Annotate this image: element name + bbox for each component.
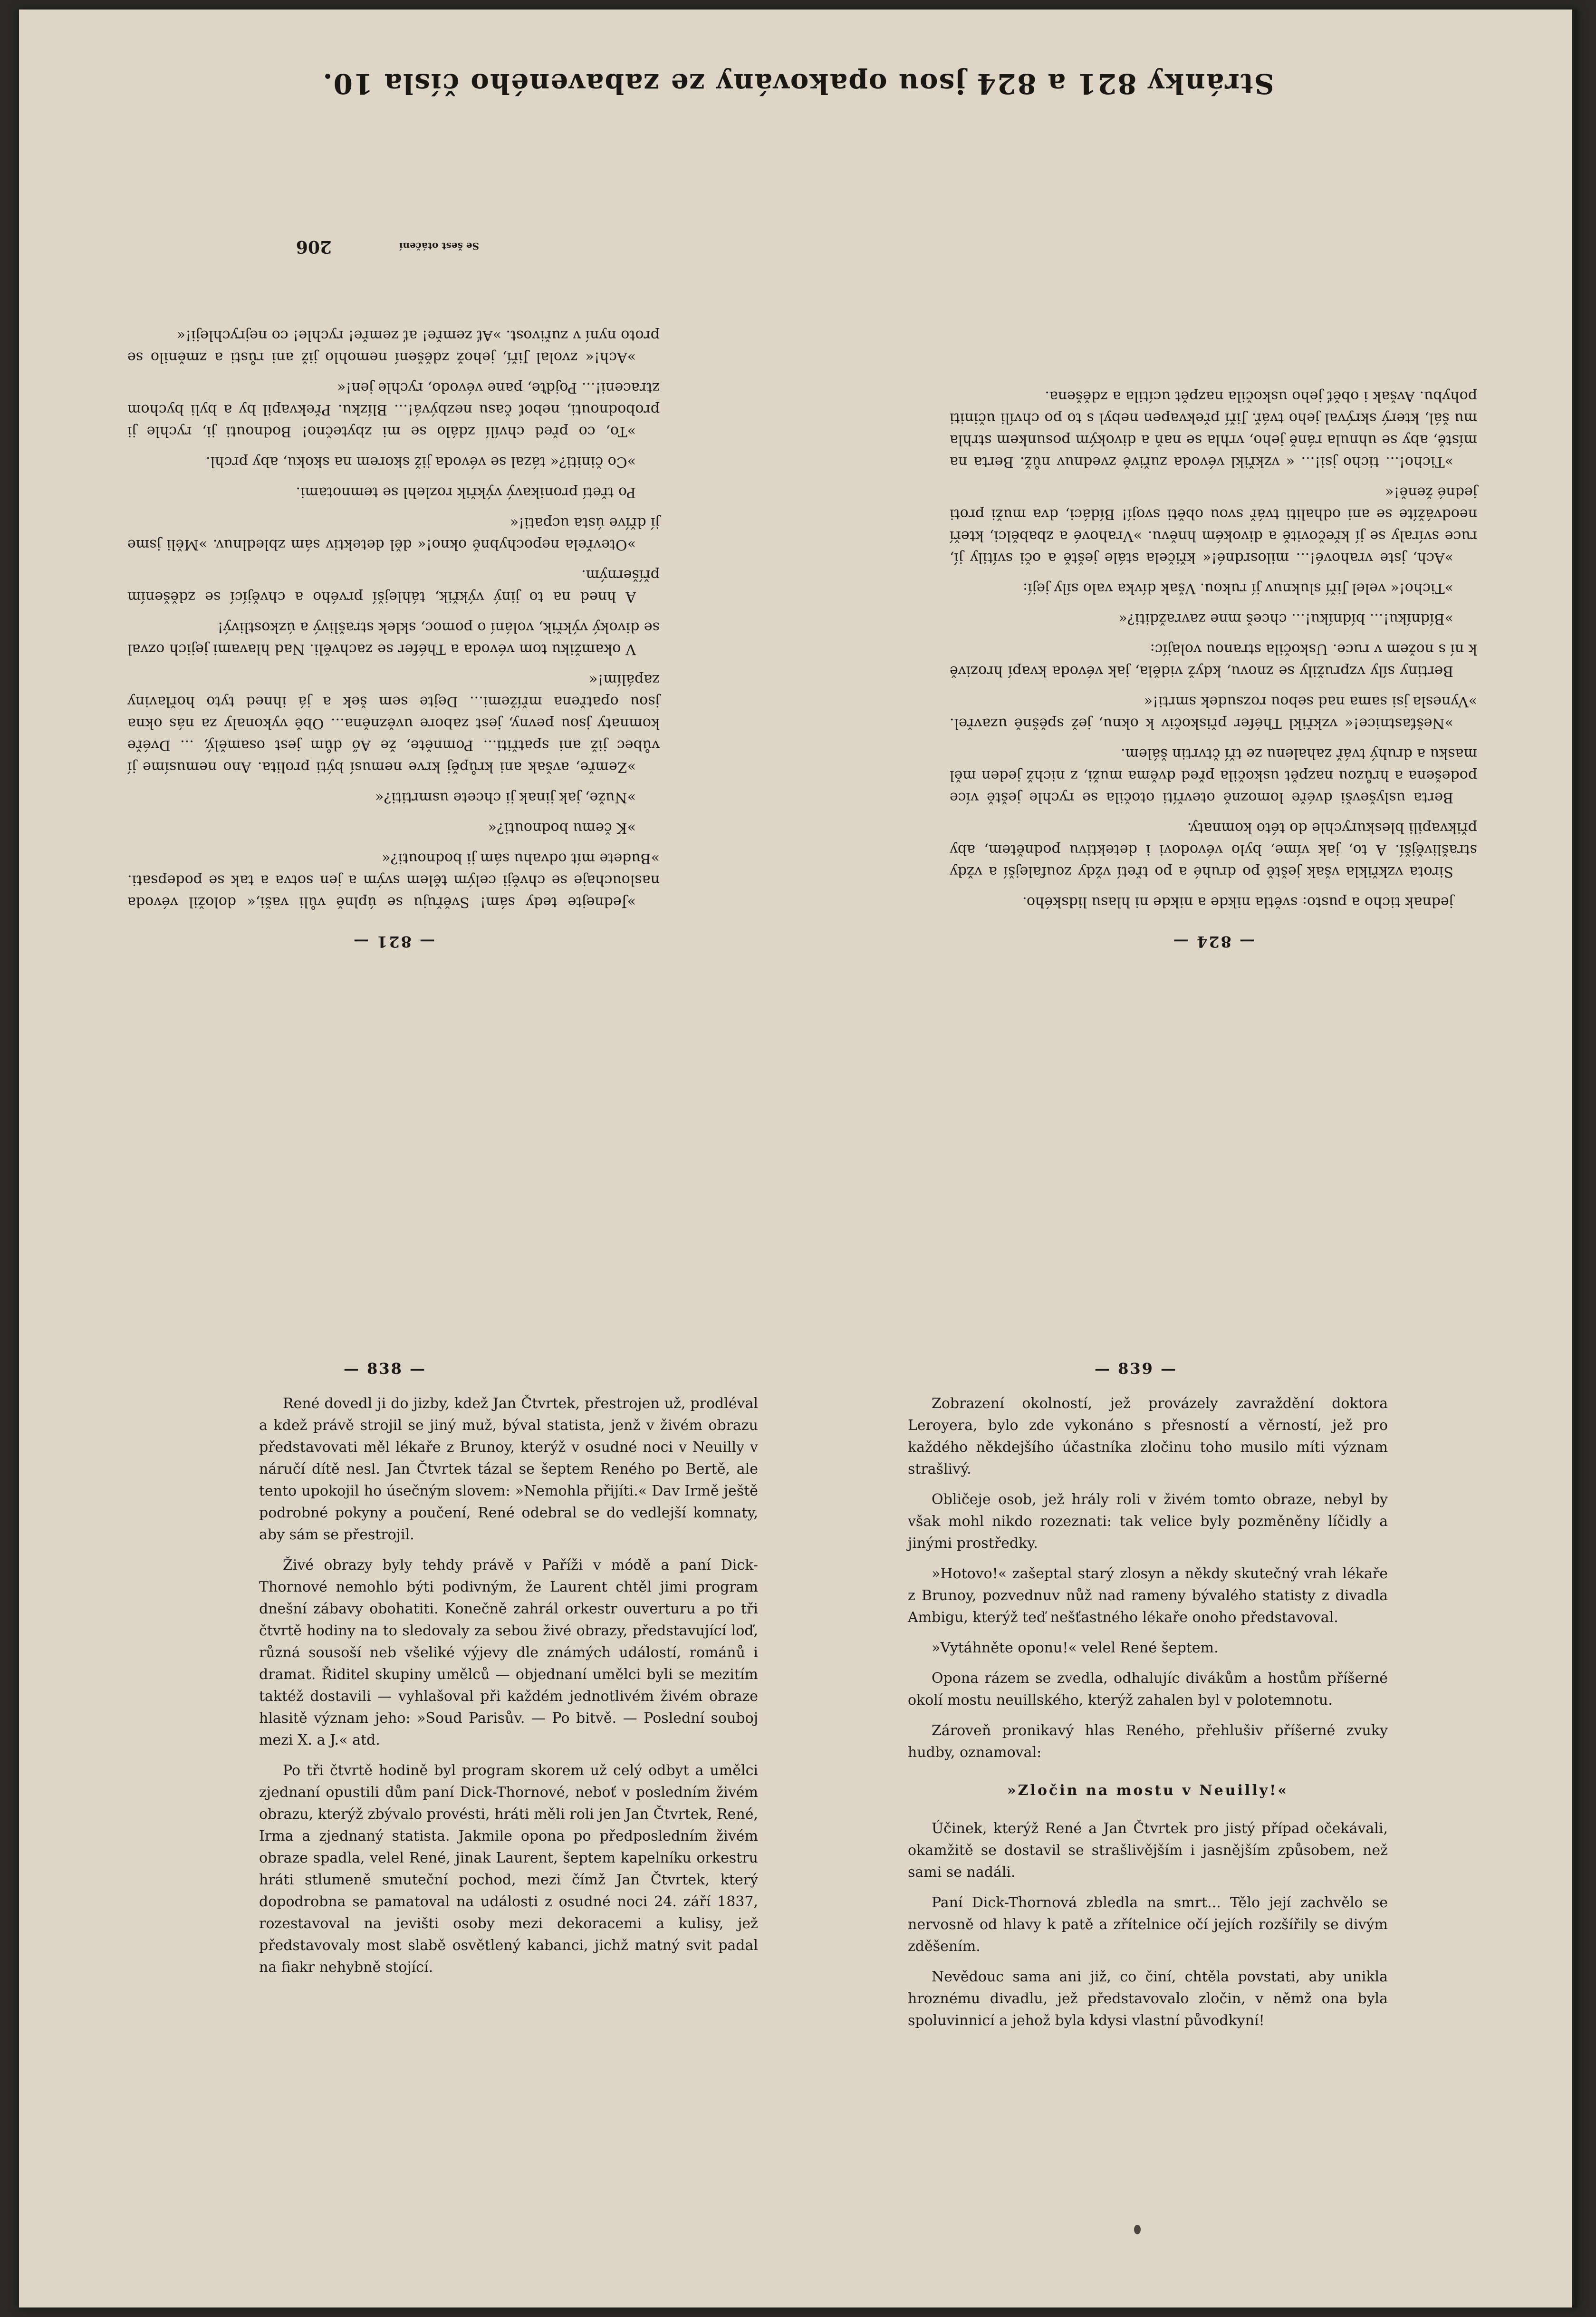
paragraph: Po tři čtvrtě hodině byl program skorem už celý odbyt a umělci zjednaní opustili dům paní Dick-Thornové, neboť v posledním živém obrazu, kterýž zbývalo provésti, hráti měli roli jen Jan Čtvrtek, René, Irma a zjednaný statista. Jakmile opona po předposledním živém obraze spadla, velel René, jinak Laurent, šeptem kapelníku orkestru hráti stlumeně smuteční pochod, mezi čímž Jan Čtvrtek, který dopodrobna se pamatoval na události z osudné noci 24. září 1837, rozestavoval na jevišti osoby mezi dekoracemi a kulisy, jež představovaly most slabě osvětlený kabanci, jichž matný svit padal na fiakr nehybně stojící. [259,1762,758,1976]
paragraph: »Ach!« zvolal Jiří, jehož zděšení nemohlo již ani růsti a změnilo se proto nyní v zuřivost. »Ať zemře! ať zemře! rychle! co nejrychleji!« [127,327,660,366]
paragraph: Zároveň pronikavý hlas Reného, přehlušiv příšerné zvuky hudby, oznamoval: [908,1722,1388,1761]
paragraph: Opona rázem se zvedla, odhalujíc divákům a hostům příšerné okolí mostu neuillského, kterýž zahalen byl v polotemnotu. [908,1670,1388,1709]
paragraph: Účinek, kterýž René a Jan Čtvrtek pro jistý případ očekávali, okamžitě se dostavil se strašlivějším i jasnějším způsobem, než sami se nadáli. [908,1820,1388,1881]
paragraph: Bertiny síly vzpružily se znovu, když viděla, jak vévoda kvapí hrozivě k ní s nožem v ruce. Uskočila stranou volajíc: [950,641,1477,679]
page-821-text [127,316,660,913]
paragraph: jednak ticho a pusto: světla nikde a nikde ni hlasu lidského. [1022,894,1453,910]
paragraph: Nevědouc sama ani již, co činí, chtěla povstati, aby unikla hroznému divadlu, jež představovalo zločin, v němž ona byla spoluvinnicí a jehož byla kdysi vlastní původkyní! [908,1969,1388,2029]
paragraph: Sirota vzkřikla však ještě po druhé a po třetí vždy zoufalejší a vždy strašlivější. A to, jak víme, bylo vévodovi i detektivu podnětem, aby přikvapili bleskurychle do této komnaty. [950,820,1477,880]
page-824-text [950,377,1477,913]
repeat-notice-banner: Stránky 821 a 824 jsou opakovány ze zabaveného čísla 10. [322,68,1274,100]
paragraph: »Otevřela nepochybně okno!« děl detektiv sám zbledlnuv. »Měli jsme jí dříve ústa ucpati!« [127,514,660,553]
paragraph: »Bídníku!... bídníku!... chceš mne zavražditi?« [1118,610,1453,627]
paragraph: Paní Dick-Thornová zbledla na smrt... Tělo její zachvělo se nervosně od hlavy k patě a zřítelnice očí jejích rozšířily se divým zděšením. [908,1894,1388,1955]
upright-section [19,1160,1577,2307]
paragraph: »K čemu bodnouti?« [488,820,636,836]
ink-spot [1134,2225,1141,2234]
paragraph: »Ticho!« velel Jiří sluknuv jí rukou. Však dívka valo síly její: [1023,580,1453,597]
page-number-824: — 824 — [1172,933,1255,951]
paragraph: »Nuže, jak jinak ji chcete usmrtiti?« [375,789,636,806]
paragraph: Po třetí pronikavý výkřik rozlehl se temnotami. [296,484,636,501]
paragraph: »Ach, jste vrahové!... milosrdné!« křičela stále ještě a oči svítily jí, ruce svíraly se jí křečovitě a divokém hněvu. »Vrahové a zbabělci, kteří neodvážíte se ani odhaliti tvář svou oběti svojí! Bídáci, dva muži proti jedné ženě!« [950,484,1477,566]
paragraph: »Co činiti?« tázal se vévoda již skorem na skoku, aby prchl. [206,454,636,470]
footer-note: Se šest otáčení [399,241,479,252]
page-number-839: — 839 — [1094,1360,1178,1378]
upside-down-section [19,10,1577,1160]
paragraph: »Jednejte tedy sám! Svěřuju se úplně vůli vaši,« doložil vévoda naslouchaje se chvěji celým tělem svým a jen sotva a tak se podepsati. »Budete mít odvahu sám ji bodnouti?« [127,850,660,910]
paragraph: »Zemře, avšak ani krůpěj krve nemusí býti prolita. Ano nemusíme jí vůbec již ani spatřiti... Pomněte, že Aő dům jest osamělý, ... Dvéře komnaty jsou pevny, jest zabore uvězněna... Obě vykonaly za nás okna jsou opatřena mřížemi... Dejte sem šek a já ihned tyto hořlaviny zapálím!« [127,671,660,775]
rotated-content [19,10,1577,1160]
page-number-838: — 838 — [343,1360,427,1378]
paragraph: »To, co před chvílí zdálo se mi zbytečno! Bodnouti ji, rychle ji probodnouti, neboť času nezbývá!... Blízku. Překvapil by a byli bychom ztraceni!... Pojďte, pane vévodo, rychle jen!« [127,379,660,440]
page-number-821: — 821 — [352,933,435,951]
paragraph: Obličeje osob, jež hrály roli v živém tomto obraze, nebyl by však mohl nikdo rozeznati: tak velice byly pozměněny líčidly a jinými prostředky. [908,1491,1388,1552]
paragraph: »Ticho!... ticho jsi!... « vzkřikl vévoda zuřivě zvednuv nůž. Berta na místě, aby se uhnula ráně jeho, vrhla se naň a divokým posunkem strhla mu šál, který skrýval jeho tvář. Jiří překvapen nebyl s to po chvíli učiniti pohybu. Avšak i oběť jeho uskočila nazpět ucítila a zděšena. [950,388,1477,470]
page-838-text [259,1393,758,1987]
scene-title: »Zločin na mostu v Neuilly!« [1007,1782,1289,1799]
paragraph: Berta uslyševši dvéře lomozně otevříti otočila se rychle ještě více podešena a hrůzou nazpět uskočila před dvěma muži, z nichž jeden měl masku a druhý tvář zahalenu ze tří čtvrtin šálem. [950,745,1477,806]
paragraph: Živé obrazy byly tehdy právě v Paříži v módě a paní Dick-Thornové nemohlo býti podivným, že Laurent chtěl jimi program dnešní zábavy obohatiti. Konečně zahrál orkestr ouverturu a po tři čtvrtě hodiny na to sledovaly za sebou živé obrazy, představující loď, různá sousoší neb všeliké výjevy dle známých událostí, románů i dramat. Řiditel skupiny umělců — objednaní umělci byli se mezitím taktéž dostavili — vyhlašoval při každém jednotlivém živém obraze hlasitě význam jeho: »Soud Parisův. — Po bitvě. — Poslední souboj mezi X. a J.« atd. [259,1557,758,1748]
paragraph: »Vytáhněte oponu!« velel René šeptem. [932,1640,1219,1656]
paragraph: Zobrazení okolností, jež provázely zavraždění doktora Leroyera, bylo zde vykonáno s přesností a věrností, jež pro každého někdejšího účastníka zločinu toho musilo míti význam strašlivý. [908,1395,1388,1477]
page-839-text [908,1393,1388,2040]
paragraph: »Hotovo!« zašeptal starý zlosyn a někdy skutečný vrah lékaře z Brunoy, pozvednuv nůž nad rameny bývalého statisty z divadla Ambigu, kterýž teď nešťastného lékaře onoho představoval. [908,1565,1388,1626]
paragraph: »Nešťastnice!« vzkřikl Théfer přiskočiv k oknu, jež spěšně uzavřel. »Vynesla jsi sama nad sebou rozsudek smrti!« [950,693,1477,732]
paragraph: A hned na to jiný výkřik, táhlejší prvého a chvějící se zděšením příšerným. [127,567,660,605]
footer-page-number: 206 [296,237,332,257]
newspaper-sheet [19,10,1577,2307]
paragraph: V okamžiku tom vévoda a Théfer se zachvěli. Nad hlavami jejich ozval se divoký výkřik, volání o pomoc, sklek strašlivý a úzkostlivý! [127,619,660,657]
paragraph: René dovedl ji do jizby, kdež Jan Čtvrtek, přestrojen už, prodléval a kdež právě strojil se jiný muž, býval statista, jenž v živém obrazu představovati měl lékaře z Brunoy, kterýž v osudné noci v Neuilly v náručí dítě nesl. Jan Čtvrtek tázal se šeptem Reného po Bertě, ale tento upokojil ho úsečným slovem: »Nemohla přijíti.« Dav Irmě ještě podrobné pokyny a poučení, René odebral se do vedlejší komnaty, aby sám se přestrojil. [259,1395,758,1543]
